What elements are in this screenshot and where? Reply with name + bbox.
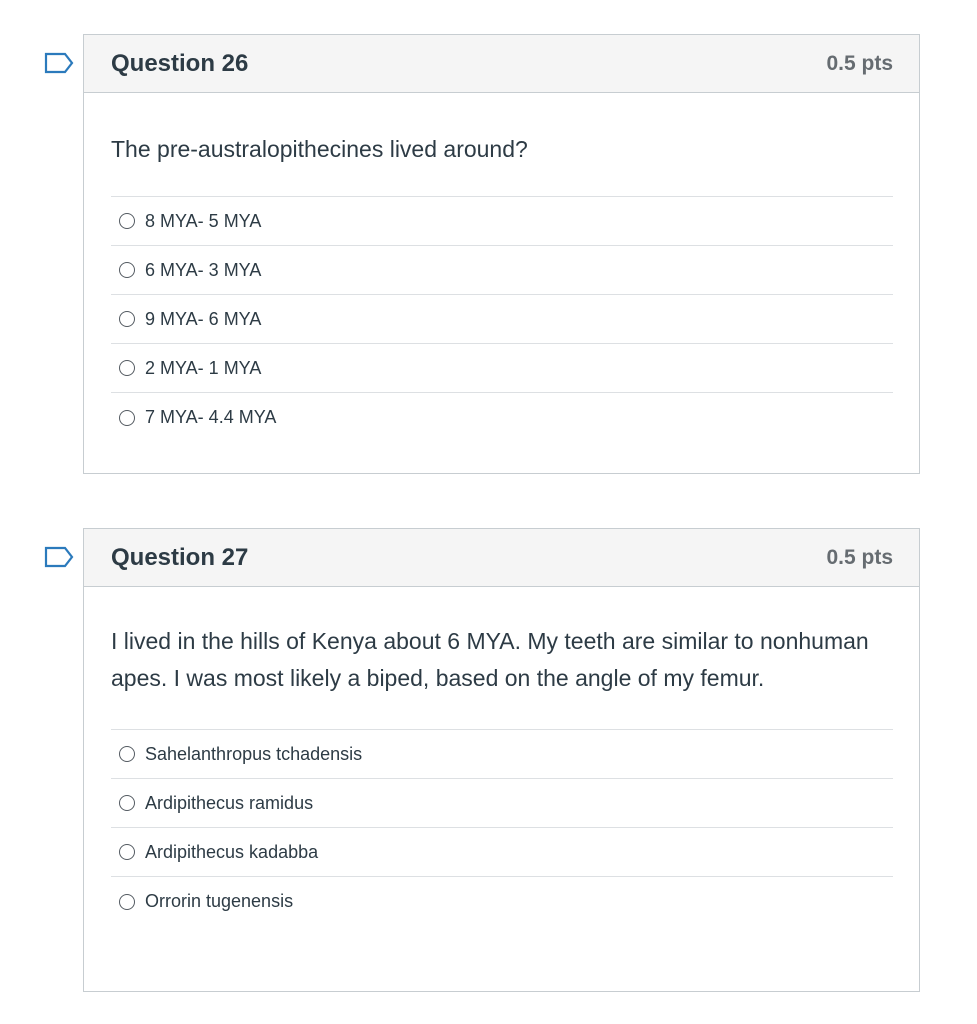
question-title: Question 27 bbox=[111, 543, 249, 571]
question-points: 0.5 pts bbox=[826, 51, 893, 75]
answer-option[interactable] bbox=[111, 730, 893, 779]
radio-button[interactable] bbox=[119, 262, 135, 278]
question-points: 0.5 pts bbox=[826, 545, 893, 569]
answer-label: Orrorin tugenensis bbox=[145, 891, 294, 911]
answer-label: 6 MYA- 3 MYA bbox=[145, 259, 262, 280]
answer-label: 7 MYA- 4.4 MYA bbox=[145, 407, 277, 427]
answer-label: 8 MYA- 5 MYA bbox=[145, 210, 262, 231]
answer-option[interactable] bbox=[111, 246, 893, 295]
question-text: The pre-australopithecines lived around? bbox=[111, 136, 528, 162]
radio-button[interactable] bbox=[119, 360, 135, 376]
answer-label: Ardipithecus kadabba bbox=[145, 841, 319, 862]
answer-option[interactable] bbox=[111, 295, 893, 344]
radio-button[interactable] bbox=[119, 894, 135, 910]
answer-option[interactable] bbox=[111, 197, 893, 246]
answer-option[interactable] bbox=[111, 779, 893, 828]
answer-option[interactable] bbox=[111, 877, 893, 926]
answer-label: Ardipithecus ramidus bbox=[145, 792, 314, 813]
radio-button[interactable] bbox=[119, 844, 135, 860]
question-text: I lived in the hills of Kenya about 6 MYA. My teeth are similar to nonhuman apes. I was most likely a biped, based on the angle of my femur. bbox=[111, 628, 869, 691]
answer-label: 9 MYA- 6 MYA bbox=[145, 308, 262, 329]
radio-button[interactable] bbox=[119, 311, 135, 327]
radio-button[interactable] bbox=[119, 410, 135, 426]
answer-label: Sahelanthropus tchadensis bbox=[145, 743, 363, 764]
question-27 bbox=[83, 528, 920, 992]
answer-label: 2 MYA- 1 MYA bbox=[145, 357, 262, 378]
answer-list bbox=[111, 196, 893, 442]
question-title: Question 26 bbox=[111, 49, 249, 77]
radio-button[interactable] bbox=[119, 746, 135, 762]
question-26 bbox=[83, 34, 920, 474]
answer-option[interactable] bbox=[111, 393, 893, 442]
flag-question-icon[interactable] bbox=[44, 52, 74, 74]
answer-option[interactable] bbox=[111, 344, 893, 393]
answer-option[interactable] bbox=[111, 828, 893, 877]
question-header bbox=[84, 529, 919, 587]
radio-button[interactable] bbox=[119, 213, 135, 229]
question-header bbox=[84, 35, 919, 93]
flag-question-icon[interactable] bbox=[44, 546, 74, 568]
radio-button[interactable] bbox=[119, 795, 135, 811]
answer-list bbox=[111, 729, 893, 926]
